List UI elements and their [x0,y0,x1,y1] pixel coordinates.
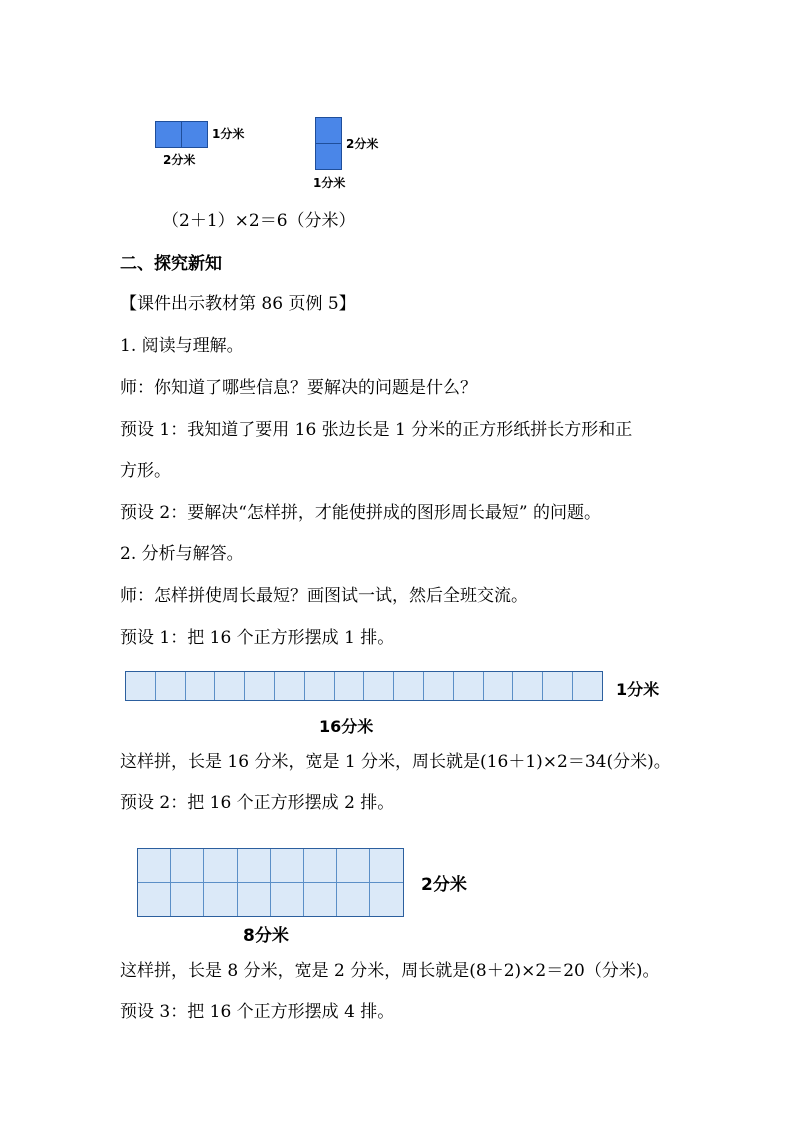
small-square [315,143,342,170]
result-2-row: 这样拼，长是 8 分米，宽是 2 分米，周长就是(8＋2)×2＝20（分米)。 [120,961,660,981]
preset-1-row: 预设 1：把 16 个正方形摆成 1 排。 [120,628,395,648]
small-h-side-label: 1分米 [212,127,245,141]
small-square [155,121,182,148]
preset-1-line-a: 预设 1：我知道了要用 16 张边长是 1 分米的正方形纸拼长方形和正 [120,420,633,440]
preset-3-row: 预设 3：把 16 个正方形摆成 4 排。 [120,1002,395,1022]
strip-outline [125,671,603,701]
step-1: 1. 阅读与理解。 [120,336,244,356]
grid-outline [137,848,404,917]
preset-2-row: 预设 2：把 16 个正方形摆成 2 排。 [120,793,395,813]
step-2: 2. 分析与解答。 [120,544,244,564]
small-square [315,117,342,144]
small-h-bottom-label: 2分米 [163,153,196,167]
small-v-bottom-label: 1分米 [313,176,346,190]
preset-2: 预设 2：要解决“怎样拼，才能使拼成的图形周长最短” 的问题。 [120,503,602,523]
teacher-question-1: 师：你知道了哪些信息？要解决的问题是什么？ [120,378,477,398]
section-title: 二、探究新知 [120,254,222,274]
preset-1-line-b: 方形。 [120,461,171,481]
courseware-note: 【课件出示教材第 86 页例 5】 [120,294,356,314]
teacher-question-2: 师：怎样拼使周长最短？画图试一试，然后全班交流。 [120,586,528,606]
grid-side-label: 2分米 [421,875,467,895]
small-v-side-label: 2分米 [346,137,379,151]
result-1-row: 这样拼，长是 16 分米，宽是 1 分米，周长就是(16＋1)×2＝34(分米)。 [120,752,671,772]
small-square [181,121,208,148]
strip-bottom-label: 16分米 [319,717,374,736]
formula-small: （2＋1）×2＝6（分米） [162,211,356,231]
strip-side-label: 1分米 [616,680,660,699]
grid-bottom-label: 8分米 [243,926,289,946]
